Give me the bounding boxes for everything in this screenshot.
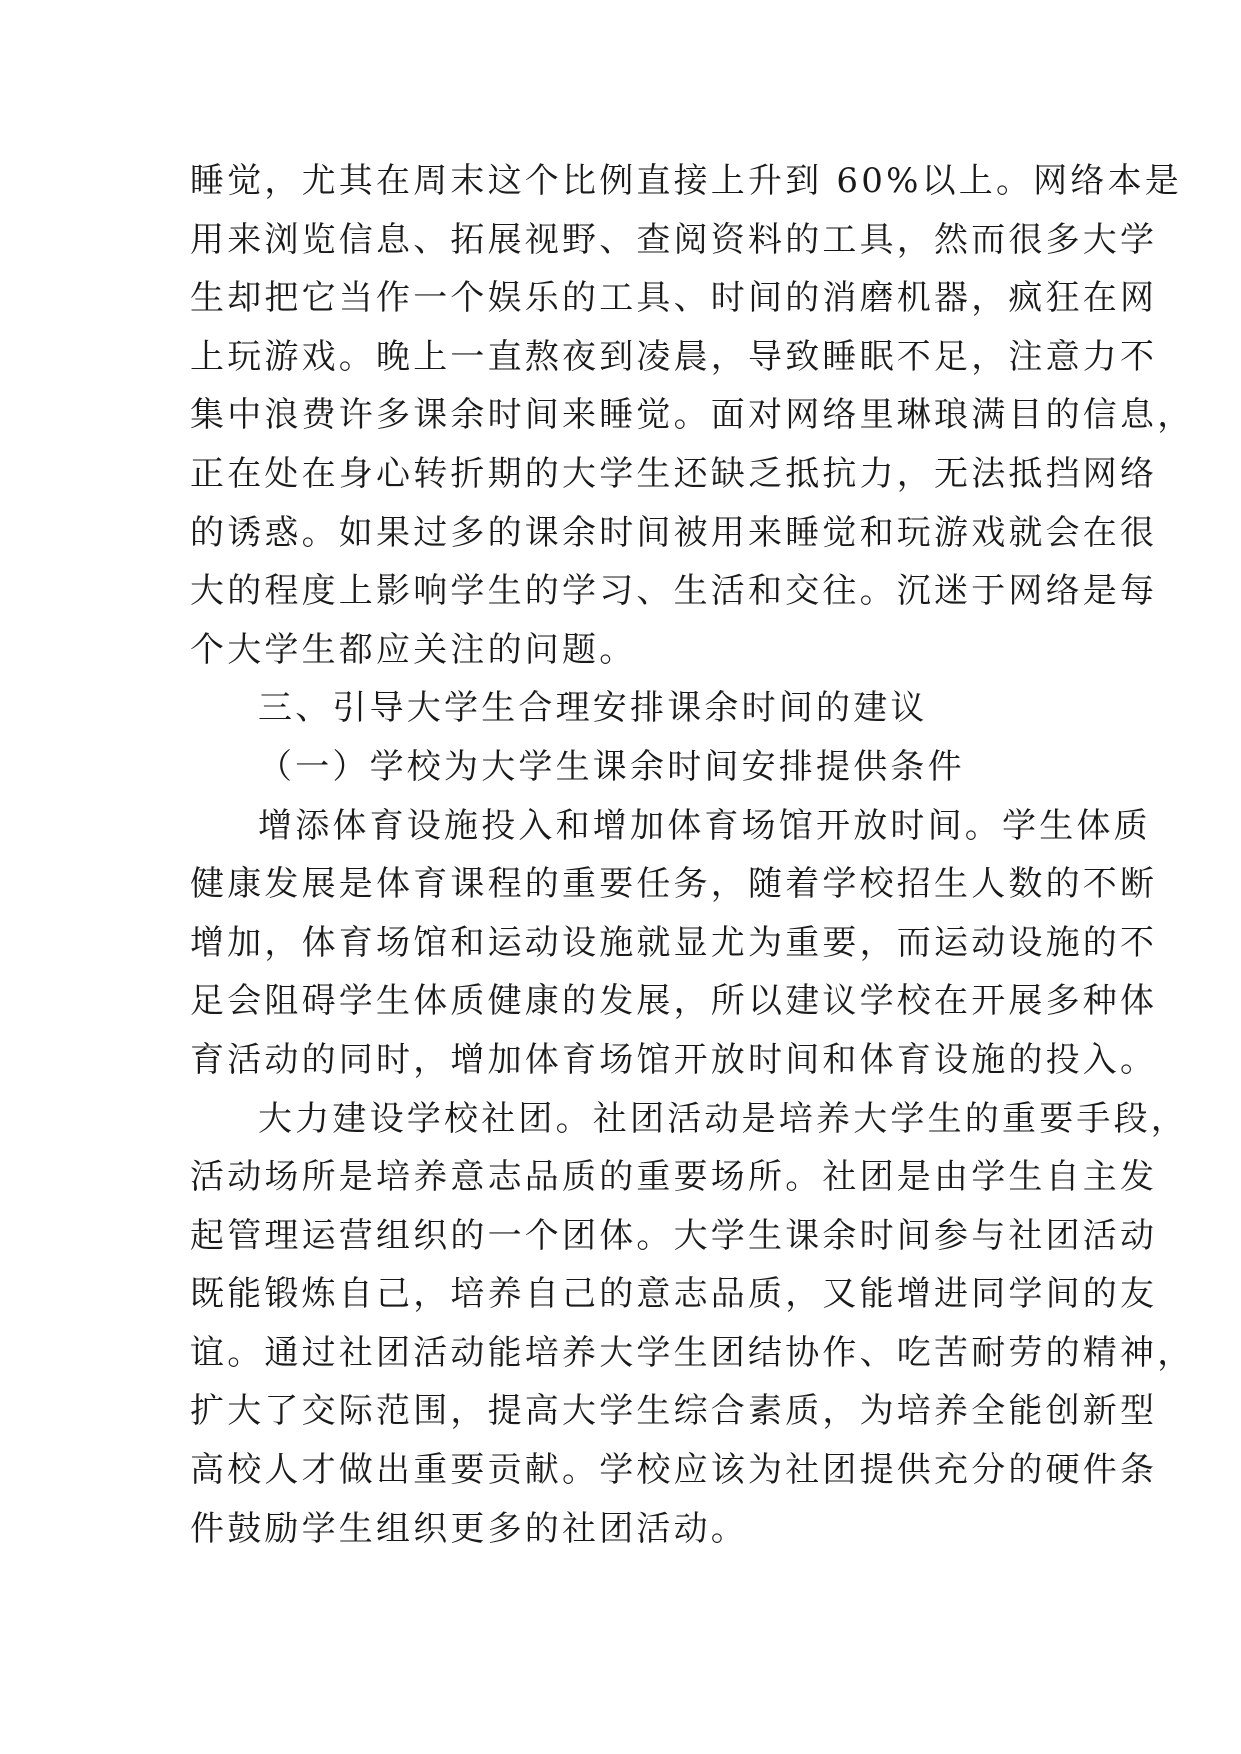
- paragraph-line: 生却把它当作一个娱乐的工具、时间的消磨机器，疯狂在网: [190, 278, 1158, 319]
- paragraph-line: 增添体育设施投入和增加体育场馆开放时间。学生体质: [258, 805, 1151, 846]
- paragraph-line: 集中浪费许多课余时间来睡觉。面对网络里琳琅满目的信息，: [190, 395, 1195, 436]
- paragraph-line: 高校人才做出重要贡献。学校应该为社团提供充分的硬件条: [190, 1450, 1158, 1491]
- paragraph-line: 起管理运营组织的一个团体。大学生课余时间参与社团活动: [190, 1215, 1158, 1256]
- paragraph-line: 扩大了交际范围，提高大学生综合素质，为培养全能创新型: [190, 1391, 1158, 1432]
- paragraph-line: 的诱惑。如果过多的课余时间被用来睡觉和玩游戏就会在很: [190, 512, 1158, 553]
- subsection-heading: （一）学校为大学生课余时间安排提供条件: [258, 746, 965, 787]
- paragraph-line: 正在处在身心转折期的大学生还缺乏抵抗力，无法抵挡网络: [190, 453, 1158, 494]
- paragraph-line: 谊。通过社团活动能培养大学生团结协作、吃苦耐劳的精神，: [190, 1332, 1195, 1373]
- paragraph-line: 个大学生都应关注的问题。: [190, 629, 637, 670]
- paragraph-line: 健康发展是体育课程的重要任务，随着学校招生人数的不断: [190, 864, 1158, 905]
- paragraph-line: 上玩游戏。晚上一直熬夜到凌晨，导致睡眠不足，注意力不: [190, 336, 1158, 377]
- paragraph-line: 增加，体育场馆和运动设施就显尤为重要，而运动设施的不: [190, 922, 1158, 963]
- paragraph-line: 大的程度上影响学生的学习、生活和交往。沉迷于网络是每: [190, 571, 1158, 612]
- paragraph-line: 大力建设学校社团。社团活动是培养大学生的重要手段，: [258, 1098, 1188, 1139]
- paragraph-line: 育活动的同时，增加体育场馆开放时间和体育设施的投入。: [190, 1039, 1158, 1080]
- paragraph-line: 活动场所是培养意志品质的重要场所。社团是由学生自主发: [190, 1157, 1158, 1198]
- paragraph-line: 睡觉，尤其在周末这个比例直接上升到 60%以上。网络本是: [190, 161, 1182, 201]
- body-text: [190, 152, 1195, 1558]
- section-heading: 三、引导大学生合理安排课余时间的建议: [258, 688, 928, 729]
- paragraph-line: 件鼓励学生组织更多的社团活动。: [190, 1508, 748, 1549]
- paragraph-line: 既能锻炼自己，培养自己的意志品质，又能增进同学间的友: [190, 1274, 1158, 1315]
- paragraph-line: 足会阻碍学生体质健康的发展，所以建议学校在开展多种体: [190, 981, 1158, 1022]
- paragraph-line: 用来浏览信息、拓展视野、查阅资料的工具，然而很多大学: [190, 219, 1158, 260]
